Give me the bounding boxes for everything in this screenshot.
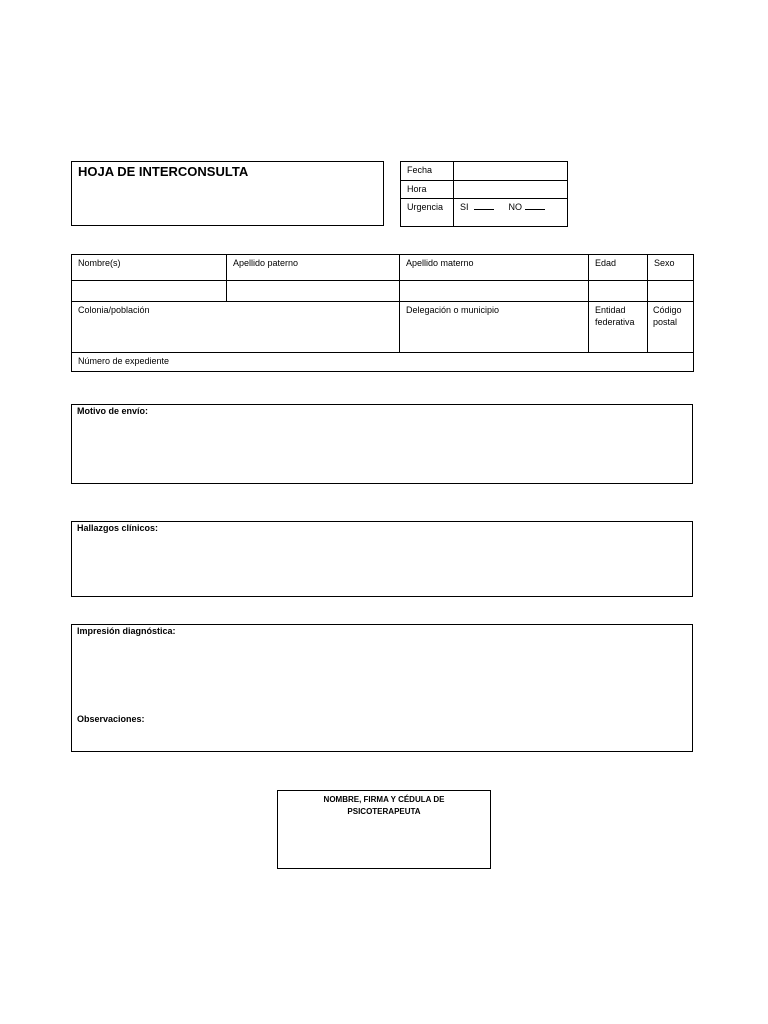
edad-field[interactable]: [589, 281, 648, 302]
apellido-materno-field[interactable]: [400, 281, 589, 302]
impresion-box[interactable]: [71, 624, 693, 752]
apellido-materno-label: Apellido materno: [400, 255, 589, 281]
codigo-postal-cell[interactable]: [648, 302, 694, 353]
urgencia-field[interactable]: [454, 199, 568, 227]
observaciones-label: Observaciones:: [77, 714, 145, 724]
urgencia-options: [460, 202, 545, 212]
motivo-label: Motivo de envío:: [77, 406, 149, 416]
urgencia-si-label: SI: [460, 202, 469, 212]
delegacion-cell[interactable]: [400, 302, 589, 353]
sexo-label: Sexo: [648, 255, 694, 281]
expediente-cell[interactable]: [72, 353, 694, 372]
delegacion-label: Delegación o municipio: [406, 305, 500, 315]
urgencia-label: Urgencia: [401, 199, 454, 227]
colonia-label: Colonia/población: [78, 305, 150, 315]
edad-label: Edad: [589, 255, 648, 281]
urgencia-si-blank[interactable]: [474, 201, 494, 210]
signature-label: [278, 794, 490, 818]
apellido-paterno-label: Apellido paterno: [227, 255, 400, 281]
fecha-field[interactable]: [454, 162, 568, 181]
codigo-postal-label: Código postal: [653, 305, 682, 327]
nombre-label: Nombre(s): [72, 255, 227, 281]
colonia-cell[interactable]: [72, 302, 400, 353]
form-title-box: [71, 161, 384, 226]
hallazgos-box[interactable]: [71, 521, 693, 597]
urgencia-no-label: NO: [508, 202, 523, 212]
patient-data-table: [71, 254, 694, 372]
expediente-label: Número de expediente: [78, 356, 170, 366]
signature-label-text: NOMBRE, FIRMA Y CÉDULA DE PSICOTERAPEUTA: [323, 795, 445, 816]
impresion-label: Impresión diagnóstica:: [77, 626, 176, 636]
date-time-table: [400, 161, 568, 227]
hora-field[interactable]: [454, 181, 568, 199]
sexo-field[interactable]: [648, 281, 694, 302]
hallazgos-label: Hallazgos clínicos:: [77, 523, 159, 533]
hora-label: Hora: [401, 181, 454, 199]
fecha-label: Fecha: [401, 162, 454, 181]
entidad-label: Entidad federativa: [595, 305, 635, 327]
entidad-cell[interactable]: [589, 302, 648, 353]
urgencia-no-blank[interactable]: [525, 201, 545, 210]
signature-box[interactable]: [277, 790, 491, 869]
form-title: HOJA DE INTERCONSULTA: [78, 164, 249, 179]
motivo-box[interactable]: [71, 404, 693, 484]
apellido-paterno-field[interactable]: [227, 281, 400, 302]
nombre-field[interactable]: [72, 281, 227, 302]
